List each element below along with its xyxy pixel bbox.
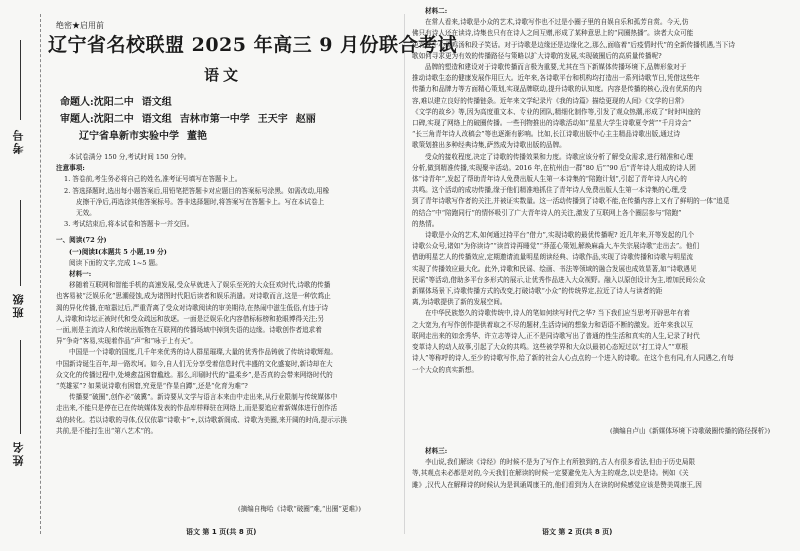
text-line: 移随着互联网和智能手机的高速发展,受众早就进入了娱乐至死的大众狂欢时代,诗歌的传播 [69, 281, 331, 290]
text-line: 在中华民族悠久的诗歌传统中,诗人的笔如何续写时代之华? 当下我们应当思考开辟思年有着 [425, 309, 690, 318]
page-divider [404, 14, 405, 534]
text-line: 诗人”等称呼的诗人,至少的诗歌写作,给了新的社会人心点点的一个进入的诗歌。在这个也有同,有人同遇之,有每 [412, 354, 734, 363]
text-line: 歌策划推出多种经典诗集,萨然成为诗歌出版的品牌。 [412, 141, 566, 150]
page-2-footer: 语文 第 2 页(共 8 页) [542, 528, 613, 536]
text-line: 1. 答卷前,考生务必将自己的姓名,准考证号填写在答题卡上。 [64, 175, 242, 184]
exam-number-label: 考号 [12, 128, 25, 154]
text-line: 李山说,我们解读《诗经》的时候不是为了写作上有所独到的,古人有很多看法,但由于历史局限 [425, 458, 696, 467]
text-line: 体“诗青年”,发起了帮助青年诗人免费出版人生第一本诗集的“陪跑计划”,引起了青年诗人内心的 [412, 175, 687, 184]
text-line: 阅读下面的文字,完成 1~5 题。 [69, 258, 162, 267]
text-line: 在常人看来,诗歌是小众的艺术,诗歌写作也不过是小圈子里的自娱自乐和孤芳自赏。今天,仿 [425, 18, 689, 27]
text-line: 一面,则是主流诗人和传统出版物在互联网的传播场域中掉到失语的边缘。诗歌创作者追求着 [56, 326, 322, 335]
text-line: 歌如何寻求更为有效的传播路径与策略以扩大诗歌的发展,实现破圈后的高质量传播呢? [412, 51, 662, 60]
text-line: “英雄冢”? 如果说诗歌有困窘,究竟是“作显自蹲”,还是“化育为难”? [56, 382, 248, 391]
page-1-footer: 语文 第 1 页(共 8 页) [186, 528, 257, 536]
text-line: 无效。 [76, 209, 96, 218]
text-line: 材料三: [425, 447, 448, 455]
page-2 [412, 0, 784, 551]
text-line: 等,其观点未必都是对的,今天我们在解读的时候一定要避免先入为主的观念,以史是诗。例如《关 [412, 469, 689, 478]
text-line: 异”争奇”客易,实现着作品”声“和”咏于上有天”。 [56, 337, 198, 346]
text-line: 众文化的传播过程中,处境愈益困窘尴尬。那么,印刷时代的“温柔乡”,是否真的会带来网络时代的 [56, 370, 333, 379]
class-blank [20, 200, 21, 286]
text-line: 变革诗人的动人故事,引起了大众的共鸣。这些被学界和大众以最初心态短过以“打工诗人”“草根 [412, 343, 688, 352]
text-line: 佛只有诗人还在读诗,诗集也只有在诗人之间互赠,形成了某种意思上的“同圈热播”。读者大众可能 [412, 29, 694, 38]
text-line: 皮擦干净后,再选涂其他答案标号。答非选择题时,将答案写在答题卡上。写在本试卷上 [76, 197, 325, 206]
subject-title: 语文 [203, 66, 242, 84]
text-line: 民谣”等活动,借助多平台多形式的展示,让优秀作品进入大众视野。融入以原创设计为主,增加民间公众 [412, 275, 706, 284]
text-line: 雎》,汉代人在解释诗的时候认为是讽诵周康王的,他们看到为人在读的时候感觉应该是赞美周康王,因 [412, 480, 702, 489]
text-line: 推动诗歌生态的健康发展作用巨大。近年来,各诗歌平台和机构均打造出一系列诗歌节日,凭借这些年 [412, 74, 700, 83]
text-line: 中国新诗诞生百年,却一路坎坷。如今,自人们无分享受着信息时代丰盛的文化盛宴时,新诗却在大 [56, 359, 333, 368]
text-line: 共鸣。这个活动的成功传播,缘于他们精准地抓住了青年诗人免费出版人生第一本诗集的心理,受 [412, 186, 687, 195]
text-line: 中国是一个诗歌的国度,几千年来优秀的诗人群星璀璨,大量的优秀作品铸就了传统诗歌辉煌。 [69, 348, 337, 357]
text-line: 的结合”中“陪跑同行”的情怀吸引了广大青年诗人的关注,激发了互联网上各个圈层参与“陪跑” [412, 208, 682, 217]
text-line: 材料二: [425, 7, 448, 15]
text-line: 品牌的塑造和建设对于诗歌传播而言极为重要,尤其在当下新媒体传播环境下,品牌形象对于 [425, 63, 687, 72]
name-label: 姓名 [12, 440, 25, 466]
text-line: 更青睐于心灵鸡汤和段子笑话。对于诗歌是边缘还是边缘化之,那么,面临着“后疫情时代”的全新传播机遇,当下诗 [412, 40, 735, 49]
text-line: 传播力和品牌力等方面精心策划,实现品牌联动,提升诗歌的认知度。内容是传播的核心,没有优质的内 [412, 85, 702, 94]
confidential-mark: 绝密★启用前 [56, 21, 104, 30]
text-line: 诗歌是小众的艺术,如何通过持平台“借力”,实现诗歌的最优传播呢? 近几年来,开等发起的几个 [425, 231, 695, 240]
text-line: 本试卷满分 150 分,考试时间 150 分钟。 [69, 153, 191, 161]
text-line: 新媒体场景下,诗歌传播方式的改变,打破诗歌“小众”的传统界定,拉近了诗人与读者的距 [412, 287, 663, 296]
exam-title: 辽宁省名校联盟 2025 年高三 9 月份联合考试 [48, 34, 458, 56]
text-line: 共前,是不能打生出“第八艺术”的。 [56, 426, 158, 435]
text-line: 受众的接收程度,决定了诗歌的传播效果和力度。诗歌应该分析了解受众需求,进行精准和心理 [425, 152, 693, 161]
text-line: 注意事项: [56, 164, 85, 173]
binding-margin [0, 0, 44, 551]
seal-dashed-line [40, 14, 41, 534]
text-line: 容,难以建立良好的传播链条。近年来文学纪录片《我的诗篇》描绘更现的人间》《文学的日常》 [412, 96, 688, 105]
page-2-body-continued [412, 446, 784, 491]
reviewer-line: 审题人:沈阳二中 语文组 吉林市第一中学 王天宇 赵丽 [60, 114, 316, 125]
text-line: 之大宽为,有写作创作提供着取之不尽的题材,生活诗词的想象力和语语不断的激发。近年来我以互 [412, 320, 694, 329]
text-line: “长三角青年诗人改稿会”等也逐渐有影响。比如,长江诗歌出版中心主主精品诗歌出版,通过诗 [412, 130, 681, 139]
text-line: 实现了传播效应最大化。此外,诗歌和民谣、绘画、书法等领域的融合发展也成效显著,如“诗歌遇见 [412, 264, 697, 273]
text-line: 借助明星艺人的传播效应,定期邀请流量明星朗读经典、诗歌作品,实现了诗歌传播和诗歌与明星流 [412, 253, 694, 262]
text-line: 2. 答选择题时,选出每小题答案后,用铅笔把答题卡对应题目的答案标号涂黑。如需改动,用橡 [64, 186, 330, 195]
exam-number-blank [20, 40, 21, 120]
text-line: 口碑,实现了网络上的破圈传播。一些刊物推出的诗歌活动如“星星大学生诗歌夏令营”“千月诗会” [412, 119, 692, 128]
text-line: 传播要“破圈”,创作必“破冀”。新诗要从文学与语言本来由中走出来,从行业限制与传统媒体中 [69, 393, 338, 402]
source-note-1: (摘编自梅哈《诗歌“破圈”难,“出圈”更难》) [238, 505, 361, 513]
text-line: (一)阅读Ⅰ(本题共 5 小题,19 分) [69, 247, 167, 256]
text-line: 离,为诗歌提供了新的发展空间。 [412, 298, 507, 307]
text-line: 《文学的故乡》等,因为高度重文本、专业的团队,精细化制作等,引发了观众热潮,形成了“时时叫座的 [412, 107, 701, 116]
source-note-2: (摘编自卢山《新媒体环境下诗歌破圈传播的路径探析》) [610, 427, 771, 435]
text-line: 材料一: [69, 270, 92, 279]
text-line: 动的转化。若以诗歌的寻体,仅仅依靠“诗歌卡”+,以诗歌新阁成、诗歌为美圈,来开阔的时尚,提示示换 [56, 415, 347, 424]
page-2-body [412, 6, 784, 376]
text-line: 走出来,不能只是停在已在传统媒体发表的作品库样释驻在网络上,而是要追应着新媒体进行创作活 [56, 404, 338, 413]
reviewer-line-2: 辽宁省阜新市实验中学 董艳 [79, 131, 207, 142]
text-line: 的热情。 [412, 219, 439, 228]
text-line: 联网走出来的如余秀华、许立志等诗人,正不是同诗歌写出了普通的性生活和真实的人生,记录了时代 [412, 331, 700, 340]
name-blank [20, 340, 21, 434]
authors-block [60, 94, 396, 145]
text-line: 诗歌公众号,诸如“为你读诗”“读首诗再睡觉”“莽蓝心策划,解焕麻淼大,车失宗展诗歌”走出去”。他们 [412, 242, 700, 251]
text-line: 3. 考试结束后,将本试卷和答题卡一并交回。 [64, 220, 194, 229]
setter-line: 命题人:沈阳二中 语文组 [60, 97, 172, 108]
text-line: 渴的异化传播,在喧嚣过后,严重背离了受众对诗歌阅读的审美期待,在热闹中滋生低俗,有违于诗 [56, 303, 329, 312]
text-line: 人,诗歌和诗坛正被时代和受众疏远和放逐。一面是泛娱乐化内容借标标榜和抢眼博得关注;另 [56, 314, 325, 323]
class-label: 班级 [12, 292, 25, 318]
text-line: 一、阅读(72 分) [56, 236, 107, 245]
text-line: 也客易被“泛娱乐化”思潮侵蚀,成为诸图时代阳后读者和娱乐消遣。对诗歌而言,这是一种饮鸩止 [56, 292, 331, 301]
text-line: 分析,做到精准传播,实现聚辛活动。2016 年,在杭州由一群“80 后”“90 后”青年诗人组成的诗人团 [412, 163, 696, 172]
text-line: 一个大众的真实新想。 [412, 365, 478, 374]
text-line: 到了青年诗歌写作者的关注,并被证实数量。这一活动传播到了诗歌不能,在传播内容上又有了鲜明的一体“追觅 [412, 197, 730, 206]
page-1-body [56, 152, 396, 437]
